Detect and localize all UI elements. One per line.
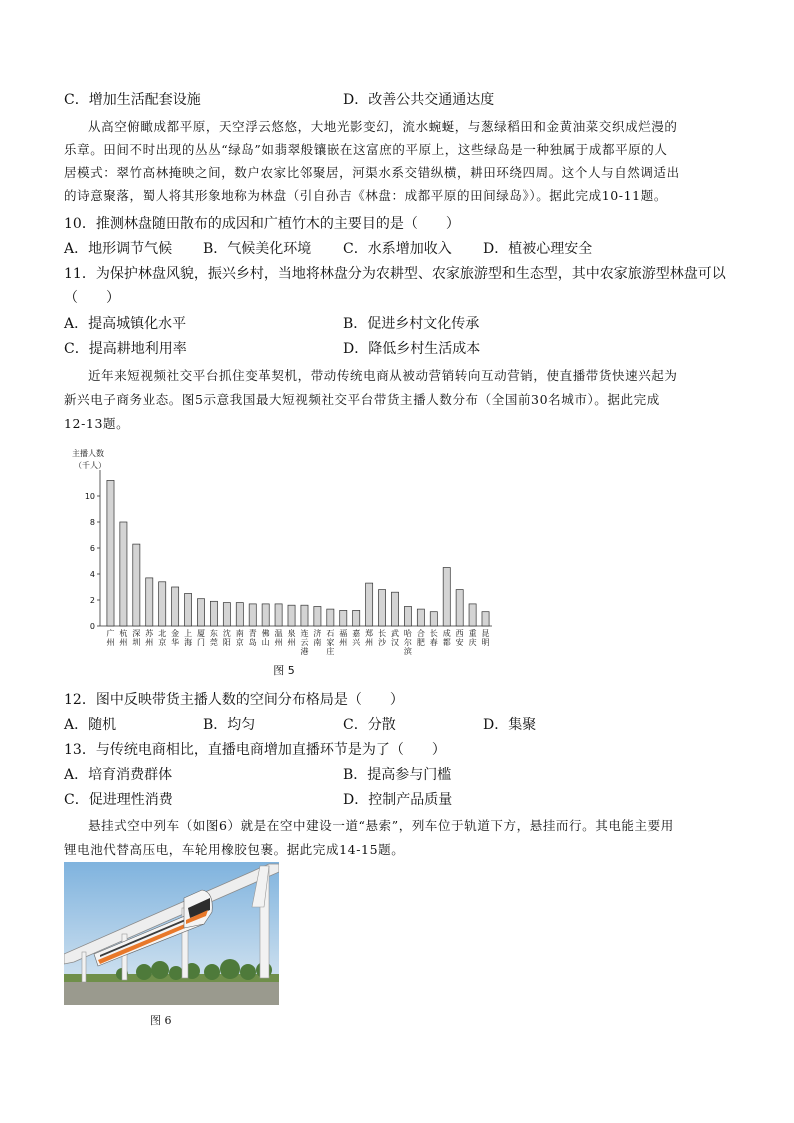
x-tick-label: 州 [339,638,348,647]
bar [197,599,204,626]
bar [482,612,489,626]
x-tick-label: 京 [158,638,167,647]
bar [159,582,166,626]
x-tick-label: 长 [429,629,438,638]
y-tick-label: 10 [84,492,95,501]
x-tick-label: 滨 [403,647,412,656]
x-tick-label: 金 [171,629,180,638]
bar [404,607,411,627]
bar [301,605,308,626]
x-tick-label: 华 [171,638,180,647]
x-tick-label: 州 [145,638,154,647]
x-tick-label: 深 [132,629,141,638]
x-tick-label: 尔 [403,638,412,647]
bar [366,583,373,626]
x-tick-label: 肥 [416,638,425,647]
bar [249,604,256,626]
x-tick-label: 苏 [145,629,154,638]
figure-5-caption: 图 5 [273,664,295,677]
y-axis-label: 主播人数 [72,449,104,458]
x-tick-label: 州 [287,638,296,647]
bar [262,604,269,626]
passage-line: 近年来短视频社交平台抓住变革契机，带动传统电商从被动营销转向互动营销，使直播带货快速兴起为 [88,368,678,383]
bar [469,604,476,626]
x-tick-label: 成 [442,629,451,638]
x-tick-label: 云 [300,638,309,647]
option-a: A．随机 [64,717,117,733]
passage-line: 悬挂式空中列车（如图6）就是在空中建设一道“悬索”，列车位于轨道下方，悬挂而行。其电能主要用 [88,818,674,833]
passage-line: 新兴电子商务业态。图5示意我国最大短视频社交平台带货主播人数分布（全国前30名城市）。据此完成 [64,392,660,407]
x-tick-label: 长 [378,629,387,638]
bar [172,587,179,626]
passage-line: 从高空俯瞰成都平原，天空浮云悠悠，大地光影变幻，流水蜿蜒，与葱绿稻田和金黄油菜交织成烂漫的 [88,119,678,134]
x-tick-label: 福 [339,629,348,638]
y-axis-unit: （千人） [74,461,106,470]
x-tick-label: 连 [300,629,309,638]
y-tick-label: 4 [89,570,95,579]
x-tick-label: 州 [119,638,128,647]
bar [146,578,153,626]
option-c: C．提高耕地利用率 [64,341,187,357]
option-d: D．植被心理安全 [483,241,593,257]
x-tick-label: 家 [326,638,335,647]
x-tick-label: 兴 [352,638,361,647]
x-tick-label: 明 [481,638,490,647]
x-tick-label: 青 [248,629,257,638]
bar [133,544,140,626]
passage-line: 锂电池代替高压电，车轮用橡胶包裹。据此完成14-15题。 [64,842,405,857]
figure-6-photo [64,862,279,1005]
question-13-stem: 13．与传统电商相比，直播电商增加直播环节是为了（ ） [64,742,446,758]
x-tick-label: 都 [442,638,451,647]
bar [391,592,398,626]
x-tick-label: 山 [261,638,270,647]
x-tick-label: 嘉 [352,629,361,638]
x-tick-label: 圳 [132,638,141,647]
bar [185,594,192,627]
bar [275,604,282,626]
option-c: C．增加生活配套设施 [64,92,201,108]
x-tick-label: 郑 [365,629,374,638]
question-11-stem-cont: （ ） [64,290,120,306]
x-tick-label: 汉 [391,638,399,647]
x-tick-label: 上 [184,629,193,638]
x-tick-label: 西 [455,629,464,638]
option-b: B．提高参与门槛 [343,767,452,783]
y-tick-label: 6 [89,544,95,553]
x-tick-label: 温 [274,629,283,638]
y-tick-label: 8 [89,518,95,527]
option-d: D．改善公共交通通达度 [343,92,495,108]
x-tick-label: 海 [184,638,193,647]
bar [120,522,127,626]
option-b: B．促进乡村文化传承 [343,316,480,332]
bar [353,610,360,626]
x-tick-label: 莞 [209,638,218,647]
figure-6-caption: 图 6 [150,1014,172,1027]
x-tick-label: 厦 [197,629,205,638]
x-tick-label: 东 [209,629,218,638]
passage-line: 乐章。田间不时出现的丛丛“绿岛”如翡翠般镶嵌在这富庶的平原上，这些绿岛是一种独属于成都平原的人 [64,142,668,157]
x-tick-label: 州 [274,638,283,647]
x-tick-label: 庄 [326,647,335,656]
bar [236,603,243,626]
option-c: C．水系增加收入 [343,241,452,257]
x-tick-label: 哈 [403,629,412,638]
bar [107,480,114,626]
bar [288,605,295,626]
figure-5-chart [62,448,502,680]
bar [327,609,334,626]
passage-line: 居模式：翠竹高林掩映之间，数户农家比邻聚居，河渠水系交错纵横，耕田环绕四周。这个人与自然调适出 [64,165,680,180]
y-tick-label: 0 [89,622,95,631]
question-12-stem: 12．图中反映带货主播人数的空间分布格局是（ ） [64,692,404,708]
x-tick-label: 沈 [222,629,231,638]
option-a: A．地形调节气候 [64,241,173,257]
question-11-stem: 11．为保护林盘风貌，振兴乡村，当地将林盘分为农耕型、农家旅游型和生态型，其中农家旅游型林盘可以 [64,266,726,282]
x-tick-label: 杭 [119,629,128,638]
x-tick-label: 佛 [261,629,270,638]
bar [314,607,321,627]
x-tick-label: 石 [326,629,335,638]
x-tick-label: 州 [106,638,115,647]
bar [379,590,386,626]
x-tick-label: 春 [429,638,438,647]
bar-chart [62,448,502,680]
x-tick-label: 广 [106,629,115,638]
x-tick-label: 阳 [222,638,231,647]
bar [223,603,230,626]
x-tick-label: 安 [455,638,464,647]
x-tick-label: 州 [365,638,374,647]
x-tick-label: 京 [235,638,244,647]
x-tick-label: 门 [197,638,205,647]
bar [456,590,463,626]
ground [64,980,279,1005]
x-tick-label: 南 [235,629,244,638]
x-tick-label: 武 [391,629,399,638]
question-10-stem: 10．推测林盘随田散布的成因和广植竹木的主要目的是（ ） [64,216,460,232]
x-tick-label: 济 [313,629,322,638]
bar [340,610,347,626]
option-d: D．降低乡村生活成本 [343,341,481,357]
x-tick-label: 重 [468,629,477,638]
bar [417,609,424,626]
y-tick-label: 2 [89,596,95,605]
option-b: B．均匀 [203,717,256,733]
option-d: D．控制产品质量 [343,792,453,808]
option-a: A．培育消费群体 [64,767,173,783]
option-a: A．提高城镇化水平 [64,316,187,332]
option-b: B．气候美化环境 [203,241,312,257]
bar [430,612,437,626]
bar [210,601,217,626]
x-tick-label: 南 [313,638,322,647]
x-tick-label: 泉 [287,629,296,638]
bar [443,568,450,627]
option-c: C．分散 [343,717,396,733]
x-tick-label: 合 [416,629,425,638]
passage-line: 12-13题。 [64,416,130,431]
x-tick-label: 庆 [468,638,477,647]
x-tick-label: 北 [158,629,167,638]
x-tick-label: 岛 [248,638,257,647]
passage-line: 的诗意聚落，蜀人将其形象地称为林盘（引自孙吉《林盘：成都平原的田间绿岛》）。据此完成10-11题。 [64,188,667,203]
x-tick-label: 昆 [481,629,490,638]
x-tick-label: 港 [300,647,309,656]
x-tick-label: 沙 [378,638,387,647]
option-c: C．促进理性消费 [64,792,173,808]
option-d: D．集聚 [483,717,537,733]
